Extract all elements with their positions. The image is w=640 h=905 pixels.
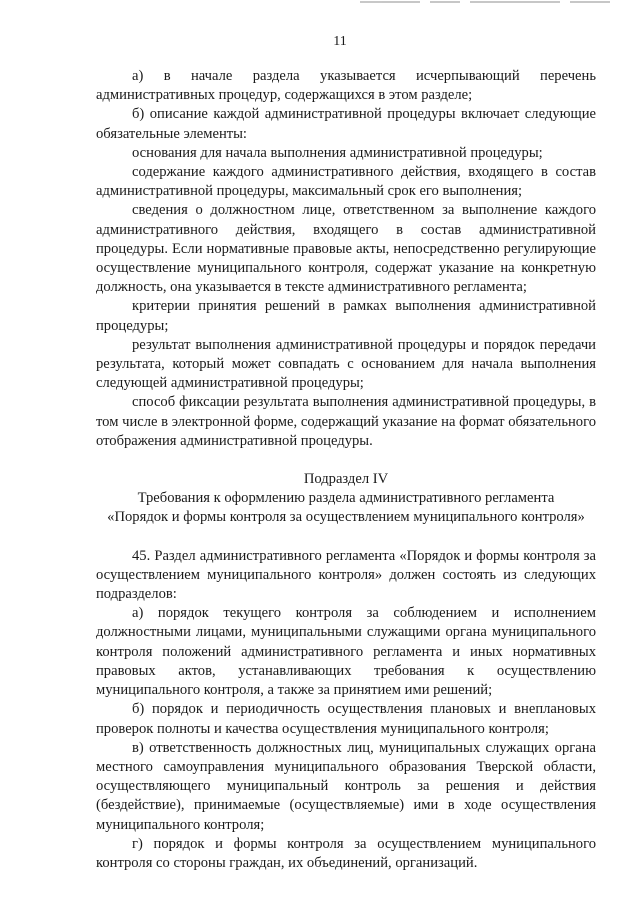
scan-header-artifact — [360, 0, 620, 6]
element-fixation: способ фиксации результата выполнения административной процедуры, в том числе в электронной форме, содержащий указание на формат обязательного отображения административной процедуры. — [96, 394, 596, 449]
element-official: сведения о должностном лице, ответственном за выполнение каждого административного действия, входящего в состав административной процедуры. Если нормативные правовые акты, непосредственно регулирующие осуществление муниципального контроля, содержат указание на конкретную должность, она указывается в тексте административного регламента; — [96, 202, 596, 296]
subsection-heading — [96, 470, 596, 528]
list-item-b: б) описание каждой административной процедуры включает следующие обязательные элементы: — [96, 106, 596, 142]
clause-45: 45. Раздел административного регламента «Порядок и формы контроля за осуществлением муниципального контроля» должен состоять из следующих подразделов: — [96, 547, 596, 603]
list-item-a: а) в начале раздела указывается исчерпывающий перечень административных процедур, содержащихся в этом разделе; — [96, 68, 596, 104]
subsection-number: Подраздел IV — [303, 471, 389, 488]
subsection-title-line-2: «Порядок и формы контроля за осуществлением муниципального контроля» — [107, 509, 585, 526]
clause-45-item-v: в) ответственность должностных лиц, муниципальных служащих органа местного самоуправления муниципального образования Тверской области, осуществляющего муниципальный контроль за решения и действия (бездействие), принимаемые (осуществляемые) ими в ходе осуществления муниципального контроля; — [96, 739, 596, 833]
clause-45-item-g: г) порядок и формы контроля за осуществлением муниципального контроля со стороны граждан, их объединений, организаций. — [96, 835, 596, 871]
element-content: содержание каждого административного действия, входящего в состав административной процедуры, максимальный срок его выполнения; — [96, 164, 596, 200]
document-body — [96, 67, 596, 873]
spacer — [96, 528, 596, 547]
element-criteria: критерии принятия решений в рамках выполнения административной процедуры; — [96, 298, 596, 334]
element-grounds: основания для начала выполнения административной процедуры; — [132, 144, 543, 161]
subsection-title-line-1: Требования к оформлению раздела административного регламента — [137, 490, 555, 507]
clause-45-item-a: а) порядок текущего контроля за соблюдением и исполнением должностными лицами, муниципальными служащими органа муниципального контроля положений административного регламента и иных нормативных правовых актов, устанавливающих требования к осуществлению муниципального контроля, а также за принятием ими решений; — [96, 605, 596, 699]
clause-45-item-b: б) порядок и периодичность осуществления плановых и внеплановых проверок полноты и качества осуществления муниципального контроля; — [96, 701, 596, 737]
element-result: результат выполнения административной процедуры и порядок передачи результата, который может совпадать с основанием для начала выполнения следующей административной процедуры; — [96, 336, 596, 392]
page-number: 11 — [333, 34, 347, 49]
